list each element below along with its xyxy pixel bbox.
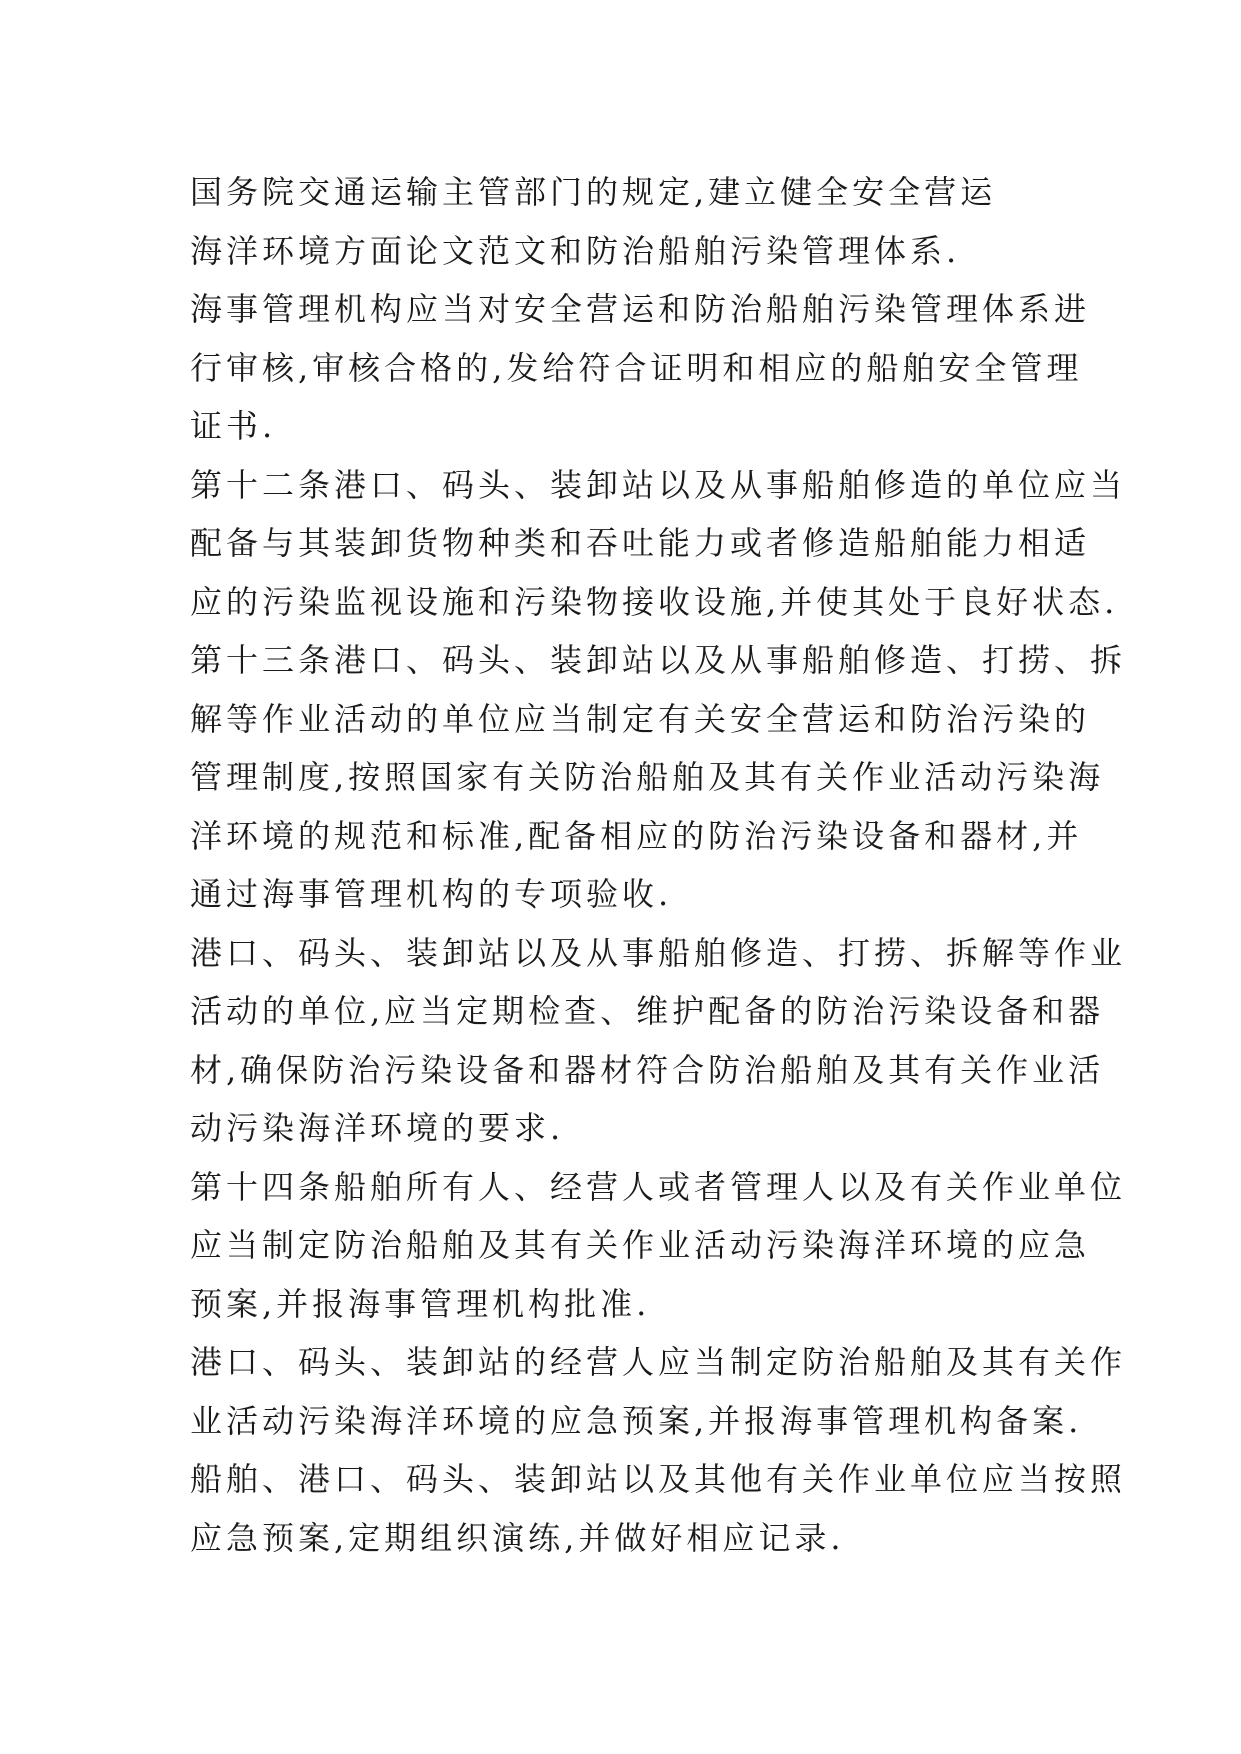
text-line: 活动的单位,应当定期检查、维护配备的防治污染设备和器: [190, 992, 1105, 1030]
text-line: 业活动污染海洋环境的应急预案,并报海事管理机构备案.: [190, 1401, 1083, 1440]
text-line: 解等作业活动的单位应当制定有关安全营运和防治污染的: [190, 699, 1091, 738]
text-line: 动污染海洋环境的要求.: [190, 1109, 565, 1147]
text-line: 船舶、港口、码头、装卸站以及其他有关作业单位应当按照: [190, 1460, 1127, 1498]
text-line: 证书.: [190, 407, 277, 445]
text-line: 第十二条港口、码头、装卸站以及从事船舶修造的单位应当: [190, 465, 1127, 504]
text-line: 行审核,审核合格的,发给符合证明和相应的船舶安全管理: [190, 348, 1083, 387]
text-line: 预案,并报海事管理机构批准.: [190, 1284, 651, 1323]
text-line: 洋环境的规范和标准,配备相应的防治污染设备和器材,并: [190, 816, 1083, 855]
text-line: 材,确保防治污染设备和器材符合防治船舶及其有关作业活: [190, 1050, 1105, 1089]
text-line: 第十三条港口、码头、装卸站以及从事船舶修造、打捞、拆: [190, 641, 1127, 679]
text-line: 通过海事管理机构的专项验收.: [190, 875, 673, 913]
text-line: 应急预案,定期组织演练,并做好相应记录.: [190, 1518, 845, 1557]
text-line: 配备与其装卸货物种类和吞吐能力或者修造船舶能力相适: [190, 524, 1091, 562]
text-line: 应当制定防治船舶及其有关作业活动污染海洋环境的应急: [190, 1226, 1091, 1264]
text-line: 第十四条船舶所有人、经营人或者管理人以及有关作业单位: [190, 1167, 1127, 1206]
text-line: 管理制度,按照国家有关防治船舶及其有关作业活动污染海: [190, 758, 1105, 796]
text-line: 海洋环境方面论文范文和防治船舶污染管理体系.: [190, 231, 961, 270]
text-line: 海事管理机构应当对安全营运和防治船舶污染管理体系进: [190, 290, 1091, 328]
text-line: 应的污染监视设施和污染物接收设施,并使其处于良好状态.: [190, 582, 1119, 621]
text-line: 港口、码头、装卸站的经营人应当制定防治船舶及其有关作: [190, 1343, 1127, 1381]
text-line: 国务院交通运输主管部门的规定,建立健全安全营运: [190, 173, 997, 211]
document-body: [190, 163, 1127, 1567]
text-line: 港口、码头、装卸站以及从事船舶修造、打捞、拆解等作业: [190, 933, 1127, 972]
